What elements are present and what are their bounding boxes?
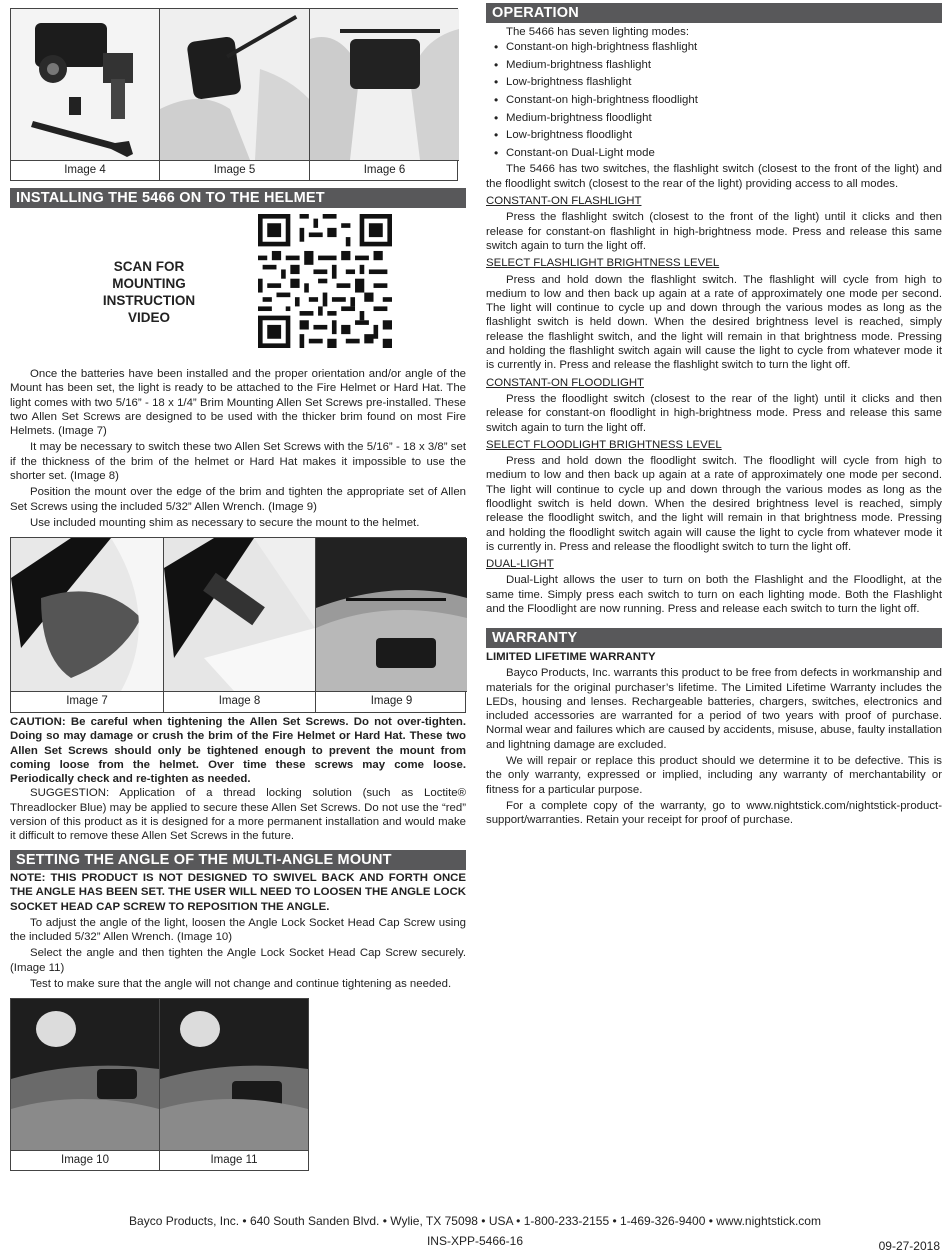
image-11-caption: Image 11 [160, 1150, 308, 1170]
subsection-text: Press and hold down the flashlight switch. The flashlight will cycle from high to medium to low and then back up again at a rate of approximately one mode per second. The light will continue to cycle up and down through the various modes as long as the flashlight switch is held down. When the desired brightness level is reached, simply release the flashlight switch, and the light will remain in that brightness mode. Pressing and holding the flashlight switch again will cause the light to cycle from whatever mode it is currently in. Press and release the flashlight switch to turn the light off. [486, 273, 942, 372]
image-6-cell [310, 9, 459, 180]
list-item: • Constant-on high-brightness flashlight [486, 39, 942, 57]
subsection-title: SELECT FLOODLIGHT BRIGHTNESS LEVEL [486, 438, 722, 451]
operation-intro: The 5466 has seven lighting modes: [506, 26, 690, 38]
switches-paragraph: The 5466 has two switches, the flashlight switch (closest to the front of the light) and the floodlight switch (closest to the rear of the light) providing access to all modes. [486, 163, 942, 190]
install-body [10, 367, 466, 530]
image-5-caption: Image 5 [160, 160, 309, 180]
image-5-photo [160, 9, 309, 160]
install-heading: INSTALLING THE 5466 ON TO THE HELMET [10, 188, 466, 208]
image-6-photo [310, 9, 459, 160]
image-4-caption: Image 4 [11, 160, 159, 180]
image-10-caption: Image 10 [11, 1150, 159, 1170]
install-paragraph: Use included mounting shim as necessary to secure the mount to the helmet. [30, 516, 420, 529]
warranty-paragraph: For a complete copy of the warranty, go to www.nightstick.com/nightstick-product-support/warranties. Retain your receipt for proof of purchase. [486, 799, 942, 827]
image-8-cell [164, 538, 316, 712]
caution-text: CAUTION: Be careful when tightening the Allen Set Screws. Do not over-tighten. Doing so may damage or crush the brim of the Fire Helmet or Hard Hat. These two Allen Set Screws should only be tightened enough to prevent the mount from coming loose from the helmet. Over time these screws may come loose. Periodically check and re-tighten as needed. [10, 716, 466, 786]
image-8-photo [164, 538, 315, 691]
angle-paragraph: To adjust the angle of the light, loosen the Angle Lock Socket Head Cap Screw using the included 5/32” Allen Wrench. (Image 10) [10, 916, 466, 944]
subsection-text: Dual-Light allows the user to turn on both the Flashlight and the Floodlight, at the same time. Simply press each switch to turn on each lighting mode. Both the Flashlight and the Floodlight are now running. Press and release each switch to turn the light off. [486, 574, 942, 616]
qr-section [10, 208, 466, 368]
operation-heading: OPERATION [486, 3, 942, 23]
angle-heading: SETTING THE ANGLE OF THE MULTI-ANGLE MOUNT [10, 850, 466, 870]
subsection-title: SELECT FLASHLIGHT BRIGHTNESS LEVEL [486, 257, 720, 270]
warranty-paragraph: We will repair or replace this product should we determine it to be defective. This is the only warranty, expressed or implied, including any warranty of merchantability or fitness for a particular purpose. [486, 755, 942, 796]
list-item: • Low-brightness flashlight [486, 74, 942, 92]
image-4-cell [11, 9, 160, 180]
warranty-heading: WARRANTY [486, 628, 942, 648]
angle-body [10, 871, 466, 991]
subsection-text: Press the flashlight switch (closest to the front of the light) until it clicks and then release for constant-on flashlight in high-brightness mode. Press and release this same switch again to turn the light off. [486, 211, 942, 252]
image-row-mid [10, 537, 466, 713]
image-11-photo [160, 999, 308, 1150]
document-date: 09-27-2018 [878, 1239, 940, 1253]
angle-note: NOTE: THIS PRODUCT IS NOT DESIGNED TO SWIVEL BACK AND FORTH ONCE THE ANGLE HAS BEEN SET. THE USER WILL NEED TO LOOSEN THE ANGLE LOCK SOCKET HEAD CAP SCREW TO REPOSITION THE ANGLE. [10, 872, 466, 913]
subsection-title: CONSTANT-ON FLASHLIGHT [486, 195, 642, 208]
document-id: INS-XPP-5466-16 [426, 1234, 524, 1248]
qr-label: SCAN FOR MOUNTING INSTRUCTION VIDEO [102, 259, 196, 325]
warranty-subheading: LIMITED LIFETIME WARRANTY [486, 651, 656, 663]
footer-address: Bayco Products, Inc. • 640 South Sanden Blvd. • Wylie, TX 75098 • USA • 1-800-233-2155 • 1-469-326-9400 • www.nightstick.com [129, 1214, 821, 1228]
image-7-cell [11, 538, 164, 712]
angle-paragraph: Test to make sure that the angle will not change and continue tightening as needed. [30, 978, 452, 991]
angle-paragraph: Select the angle and then tighten the Angle Lock Socket Head Cap Screw securely. (Image 11) [10, 947, 466, 974]
list-item: • Medium-brightness floodlight [486, 110, 942, 128]
image-10-cell [11, 999, 160, 1170]
subsection-text: Press the floodlight switch (closest to the rear of the light) until it clicks and then release for constant-on floodlight in high-brightness mode. Press and release this same switch again to turn the light off. [486, 392, 942, 434]
image-10-photo [11, 999, 159, 1150]
operation-body [486, 25, 942, 616]
image-7-caption: Image 7 [11, 691, 163, 711]
image-4-photo [11, 9, 159, 160]
image-6-caption: Image 6 [310, 160, 459, 180]
image-9-caption: Image 9 [316, 691, 467, 711]
install-paragraph: Position the mount over the edge of the brim and tighten the appropriate set of Allen Set Screws using the included 5/32” Allen Wrench. (Image 9) [10, 486, 466, 513]
qr-code[interactable] [258, 214, 392, 348]
subsection-title: CONSTANT-ON FLOODLIGHT [486, 376, 644, 389]
image-8-caption: Image 8 [164, 691, 315, 711]
image-row-bottom [10, 998, 309, 1171]
install-paragraph: It may be necessary to switch these two Allen Set Screws with the 5/16” - 18 x 3/8” set if the thickness of the brim of the helmet or Hard Hat makes it impossible to use the shorter set. (Image 8) [10, 441, 466, 483]
list-item: • Medium-brightness flashlight [486, 57, 942, 75]
image-5-cell [160, 9, 310, 180]
subsection-title: DUAL-LIGHT [486, 558, 554, 571]
list-item: • Constant-on Dual-Light mode [486, 145, 942, 163]
image-9-cell [316, 538, 467, 712]
footer [0, 1211, 950, 1251]
subsection-text: Press and hold down the floodlight switch. The floodlight will cycle from high to medium to low and then back up again at a rate of approximately one mode per second. The light will continue to cycle up and down through the various modes as long as the floodlight switch is held down. When the desired brightness level is reached, simply release the floodlight switch, and the light will remain in that brightness mode. Pressing and holding the floodlight switch again will cause the light to cycle from whatever mode it is currently in. Press and release the floodlight switch to turn the light off. [486, 455, 942, 553]
image-row-top [10, 8, 458, 181]
install-paragraph: Once the batteries have been installed and the proper orientation and/or angle of the Mount has been set, the light is ready to be attached to the Fire Helmet or Hard Hat. The light comes with two 5/16” - 18 x 1/4” Brim Mounting Allen Set Screws pre-installed. These two Allen Set Screws are designed to be used with the thicker brim found on most Fire Helmets. (Image 7) [10, 368, 466, 438]
list-item: • Low-brightness floodlight [486, 127, 942, 145]
mode-list [486, 39, 942, 162]
warranty-paragraph: Bayco Products, Inc. warrants this product to be free from defects in workmanship and materials for the original purchaser’s lifetime. The Limited Lifetime Warranty includes the LEDs, housing and lenses. Rechargeable batteries, chargers, switches, electronics and included accessories are warranted for a period of two years with proof of purchase. Normal wear and failures which are caused by accidents, misuse, abuse, faulty installation and lightning damage are excluded. [486, 667, 942, 751]
warranty-body [486, 650, 942, 828]
list-item: • Constant-on high-brightness floodlight [486, 92, 942, 110]
image-7-photo [11, 538, 163, 691]
suggestion-text: SUGGESTION: Application of a thread locking solution (such as Loctite® Threadlocker Blue) may be applied to secure these Allen Set Screws. Do not use the “red” version of this product as it is designed for a more permanent installation and would make it difficult to remove these Allen Set Screws in the future. [10, 787, 466, 843]
image-9-photo [316, 538, 467, 691]
caution-block [10, 715, 466, 844]
image-11-cell [160, 999, 308, 1170]
